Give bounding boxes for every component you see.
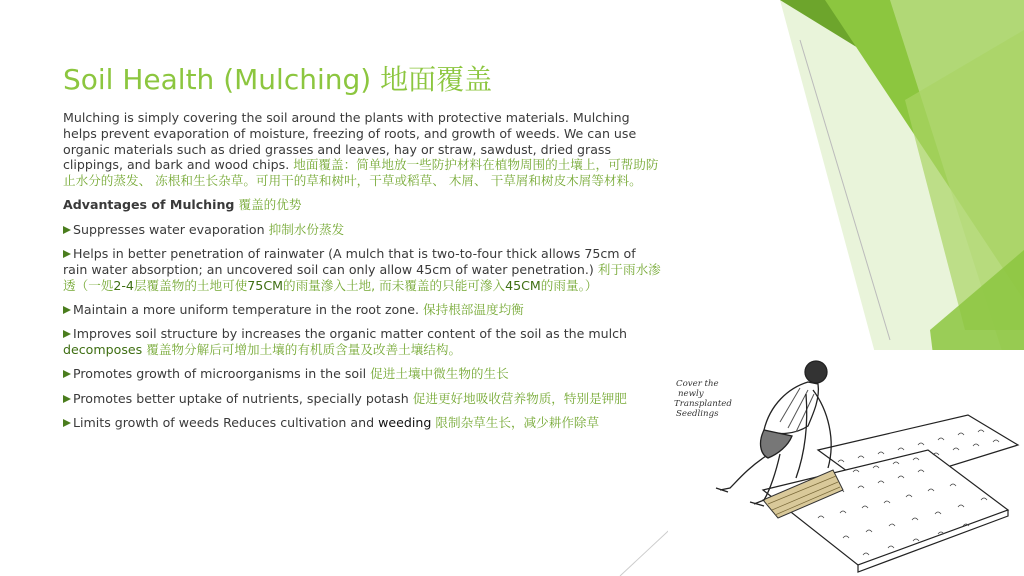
bullet-keyword: weeding [378, 414, 432, 430]
triangle-bullet-icon [63, 370, 71, 378]
bullet-item [63, 391, 663, 407]
slide-body [63, 110, 663, 439]
bullet-text-zh: 促进更好地吸收营养物质，特别是钾肥 [412, 390, 627, 406]
triangle-bullet-icon [63, 395, 71, 403]
intro-text-zh: 地面覆盖：简单地放一些防护材料在植物周围的土壤上，可帮助防止水分的蒸发、 冻根和生长杂草。可用干的草和树叶，干草或稻草、 木屑、 干草屑和树皮木屑等材料。 [63, 157, 659, 189]
bullet-text-zh: 层覆盖物的土地可使 [133, 277, 248, 293]
caption-line: Seedlings [676, 409, 719, 419]
triangle-bullet-icon [63, 419, 71, 427]
bullet-number: 45CM [505, 277, 541, 293]
bullet-text-zh: 促进土壤中微生物的生长 [370, 366, 509, 382]
advantages-heading [63, 197, 663, 213]
slide-title: Soil Health (Mulching) 地面覆盖 [63, 63, 493, 96]
advantages-heading-zh: 覆盖的优势 [238, 197, 302, 213]
bullet-number: 75CM [247, 277, 283, 293]
intro-paragraph [63, 110, 663, 189]
triangle-bullet-icon [63, 306, 71, 314]
bullet-text-en: Helps in better penetration of rainwater (A mulch that is two-to-four thick allows 75cm of rain water absorption; an uncovered soil can only allow 45cm of water penetration.) [63, 246, 636, 277]
bullet-item [63, 302, 663, 318]
caption-line: Transplanted [674, 399, 732, 409]
bullet-keyword: decomposes [63, 342, 143, 358]
bullet-text-en: Improves soil structure by increases the organic matter content of the soil as the mulch [73, 326, 628, 342]
bullet-item [63, 222, 663, 238]
bullet-text-en: Promotes growth of microorganisms in the soil [73, 366, 367, 382]
bullet-item [63, 246, 663, 293]
triangle-bullet-icon [63, 330, 71, 338]
bullet-item [63, 366, 663, 382]
caption-line: Cover the [676, 379, 719, 389]
bullet-text-zh: 抑制水份蒸发 [268, 221, 345, 237]
triangle-bullet-icon [63, 250, 71, 258]
bullet-text-zh: 保持根部温度均衡 [423, 301, 524, 317]
bullet-text-zh: 覆盖物分解后可增加土壤的有机质含量及改善土壤结构。 [146, 342, 462, 358]
mulching-illustration [668, 350, 1024, 576]
advantages-heading-en: Advantages of Mulching [63, 197, 235, 213]
triangle-bullet-icon [63, 226, 71, 234]
bullet-text-zh: 的雨量。） [540, 277, 598, 293]
bullet-text-zh: 利于雨水渗透（一処 [63, 261, 661, 293]
bullet-text-zh: 限制杂草生长，减少耕作除草 [435, 414, 600, 430]
bullet-number: 2-4 [113, 277, 134, 293]
intro-text-en: Mulching is simply covering the soil around the plants with protective materials. Mulching helps prevent evaporation of moisture, freezing of roots, and growth of weeds. We can use organic materials such as dried grasses and leaves, hay or straw, sawdust, dried grass clippings, and bark and wood chips. [63, 110, 637, 173]
bullet-text-en: Suppresses water evaporation [73, 221, 265, 237]
caption-line: newly [678, 389, 704, 399]
bullet-item [63, 415, 663, 431]
bullet-text-zh: 的雨量滲入土地, 而未覆盖的只能可滲入 [282, 277, 506, 293]
bullet-text-en: Maintain a more uniform temperature in the root zone. [73, 301, 419, 317]
bullet-text-en: Limits growth of weeds Reduces cultivation and [73, 414, 375, 430]
bullet-text-en: Promotes better uptake of nutrients, specially potash [73, 390, 409, 406]
bullet-item [63, 326, 663, 358]
farmer-head [805, 361, 827, 383]
